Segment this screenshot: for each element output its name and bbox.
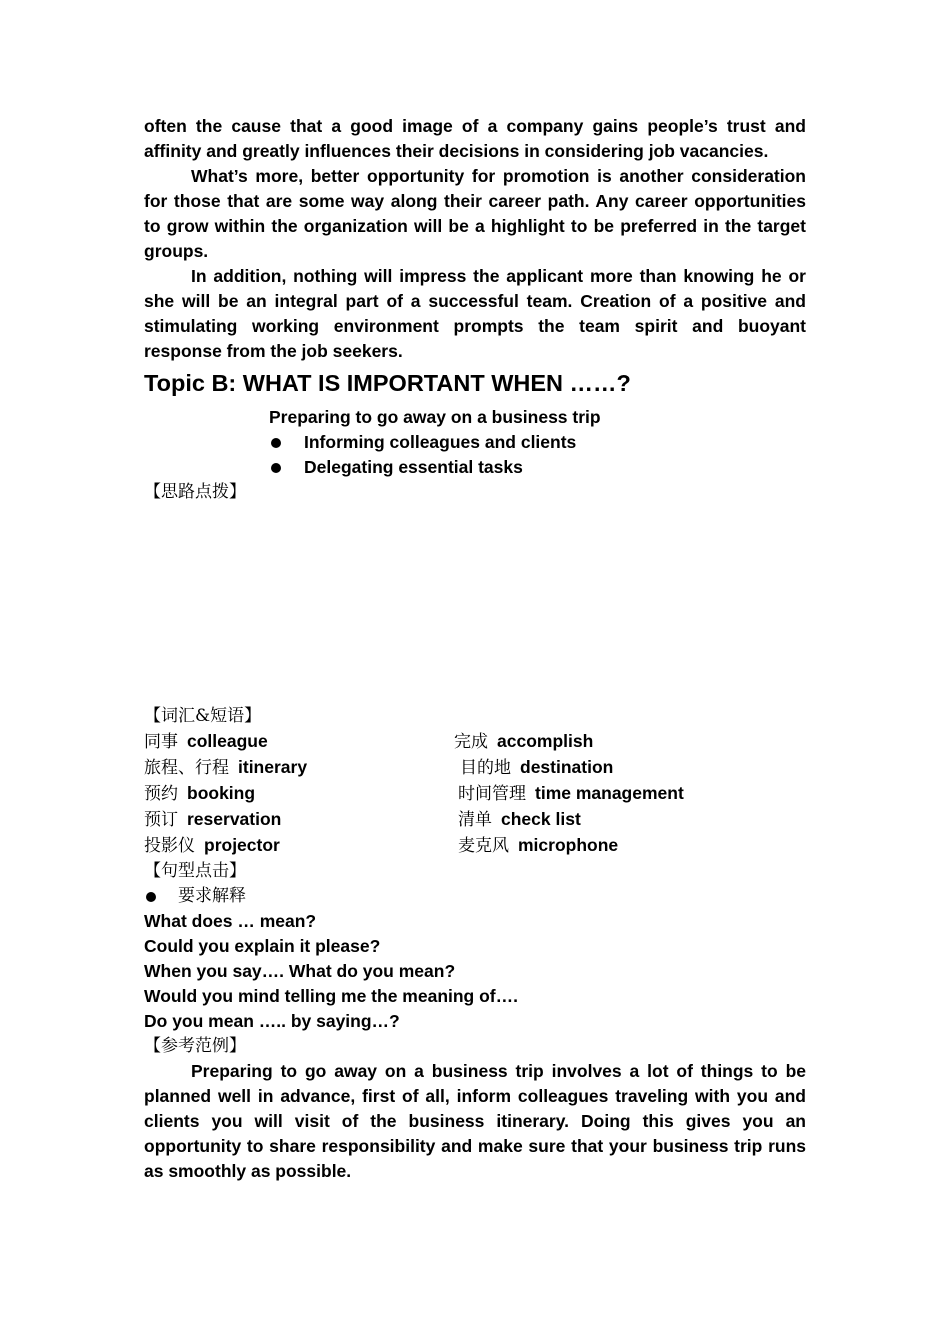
sentence-pattern: What does … mean? bbox=[144, 911, 317, 931]
vocab-item bbox=[144, 781, 454, 807]
vocab-item bbox=[454, 729, 806, 755]
blank-space bbox=[144, 505, 806, 704]
vocab-zh: 麦克风 bbox=[458, 836, 509, 856]
vocab-zh: 目的地 bbox=[460, 758, 511, 778]
sentence-pattern: Do you mean ….. by saying…? bbox=[144, 1011, 400, 1031]
vocab-en: booking bbox=[187, 783, 256, 803]
intro-paragraph-1: often the cause that a good image of a company gains people’s trust and affinity and greatly influences their decisions in considering job vacancies. bbox=[144, 116, 806, 161]
vocab-en: projector bbox=[204, 835, 280, 855]
vocab-en: itinerary bbox=[238, 757, 308, 777]
vocab-item bbox=[454, 807, 806, 833]
vocab-en: colleague bbox=[187, 731, 268, 751]
topic-prompt: Preparing to go away on a business trip bbox=[269, 407, 601, 427]
vocab-en: check list bbox=[501, 809, 581, 829]
section-label-vocab-text: 【词汇&短语】 bbox=[144, 706, 262, 726]
vocab-item bbox=[144, 729, 454, 755]
sentence-pattern: When you say…. What do you mean? bbox=[144, 961, 456, 981]
vocab-item bbox=[144, 833, 454, 859]
vocab-zh: 清单 bbox=[458, 810, 492, 830]
sample-paragraph: Preparing to go away on a business trip involves a lot of things to be planned well in advance, first of all, inform colleagues traveling with you and clients you will visit of the business itinerary. Doing this gives you an opportunity to share responsibility and make sure that your business trip runs as smoothly as possible. bbox=[144, 1061, 806, 1181]
topic-bullet bbox=[269, 455, 806, 480]
intro-paragraph-2: What’s more, better opportunity for promotion is another consideration for those that are some way along their career path. Any career opportunities to grow within the organization will be a highlight to be preferred in the target groups. bbox=[144, 166, 806, 261]
bullet-icon bbox=[271, 463, 281, 473]
sentence-pattern: Could you explain it please? bbox=[144, 936, 381, 956]
vocab-item bbox=[454, 833, 806, 859]
bullet-icon bbox=[146, 892, 156, 902]
topic-heading: Topic B: WHAT IS IMPORTANT WHEN ……? bbox=[144, 370, 631, 396]
section-label-vocab bbox=[144, 704, 806, 729]
vocab-zh: 预订 bbox=[144, 810, 178, 830]
sentence-pattern: Would you mind telling me the meaning of…. bbox=[144, 986, 518, 1006]
vocab-zh: 同事 bbox=[144, 732, 178, 752]
vocab-en: destination bbox=[520, 757, 614, 777]
document-page bbox=[144, 114, 806, 1184]
vocab-zh: 投影仪 bbox=[144, 836, 195, 856]
sentence-bullet bbox=[144, 884, 806, 909]
vocab-item bbox=[144, 807, 454, 833]
vocab-en: time management bbox=[535, 783, 684, 803]
vocabulary-grid bbox=[144, 729, 806, 859]
section-label-sentences: 【句型点击】 bbox=[144, 861, 246, 881]
section-label-sample: 【参考范例】 bbox=[144, 1036, 246, 1056]
sentence-bullet-text: 要求解释 bbox=[178, 886, 246, 906]
bullet-icon bbox=[271, 438, 281, 448]
vocab-zh: 时间管理 bbox=[458, 784, 526, 804]
vocab-zh: 预约 bbox=[144, 784, 178, 804]
vocab-item bbox=[454, 755, 806, 781]
topic-bullet-text: Delegating essential tasks bbox=[304, 457, 523, 477]
vocab-item bbox=[144, 755, 454, 781]
intro-paragraph-3: In addition, nothing will impress the applicant more than knowing he or she will be an integral part of a successful team. Creation of a positive and stimulating working environment prompts the team spirit and buoyant response from the job seekers. bbox=[144, 266, 806, 361]
vocab-en: reservation bbox=[187, 809, 282, 829]
topic-bullet bbox=[269, 430, 806, 455]
vocab-en: accomplish bbox=[497, 731, 594, 751]
vocab-item bbox=[454, 781, 806, 807]
section-label-ideas: 【思路点拨】 bbox=[144, 482, 246, 502]
topic-bullet-text: Informing colleagues and clients bbox=[304, 432, 577, 452]
vocab-zh: 完成 bbox=[454, 732, 488, 752]
vocab-zh: 旅程、行程 bbox=[144, 758, 229, 778]
vocab-en: microphone bbox=[518, 835, 619, 855]
